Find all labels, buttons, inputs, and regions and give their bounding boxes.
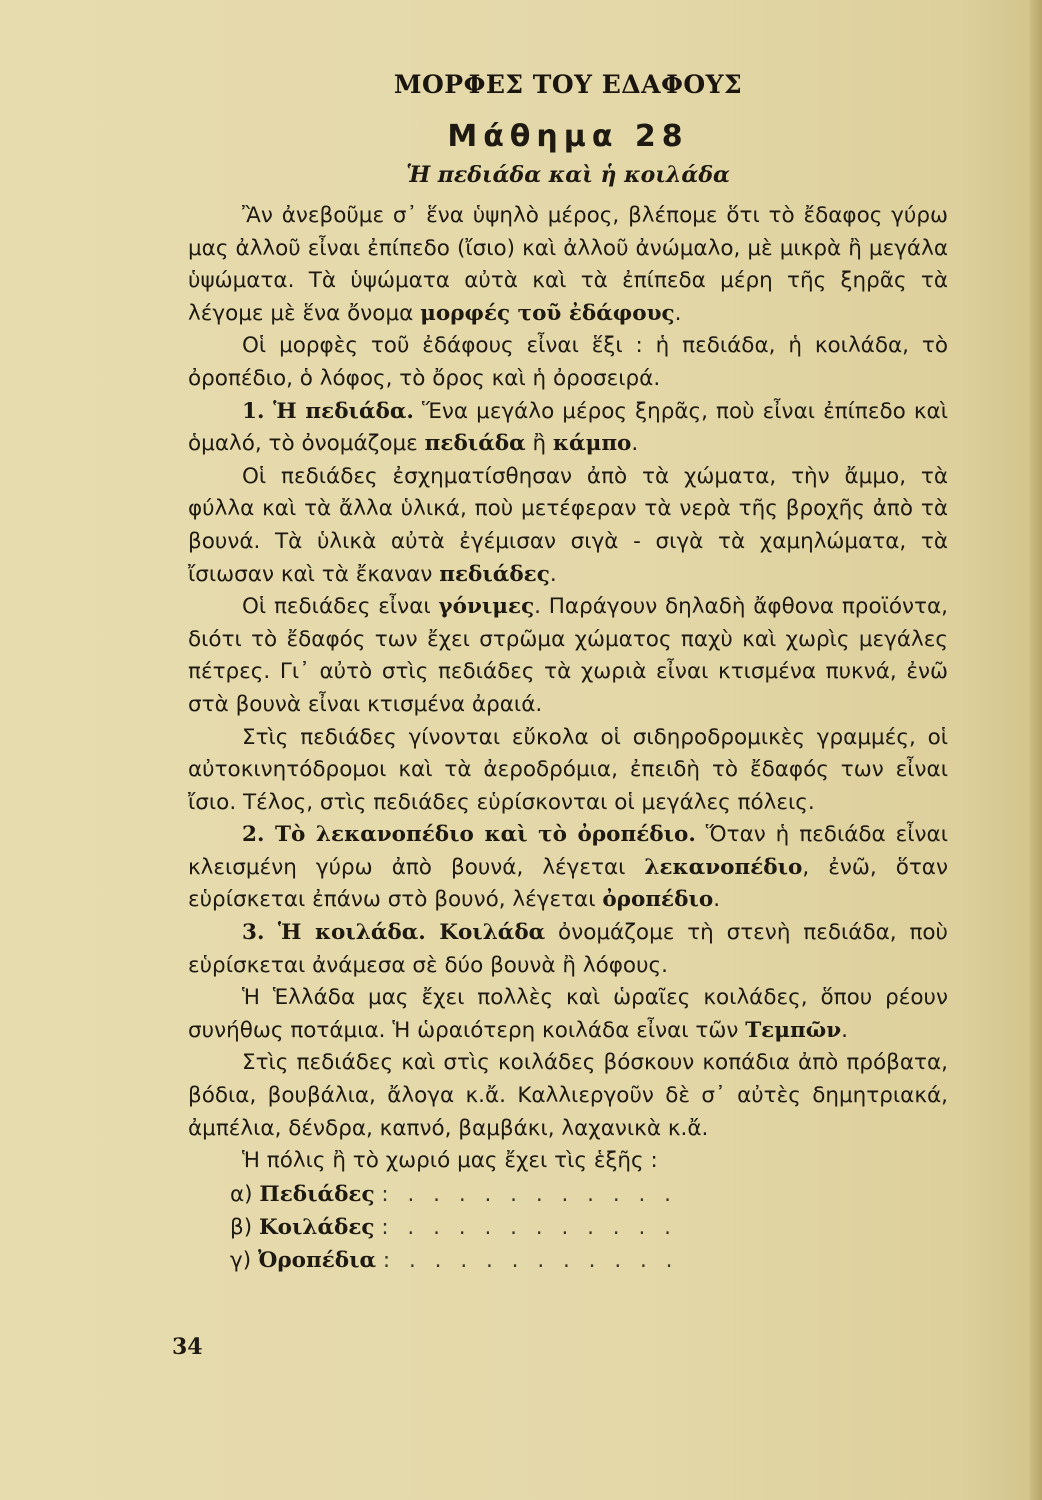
page-edge <box>1030 0 1042 1500</box>
paragraph-basin-plateau: 2. Τὸ λεκανοπέδιο καὶ τὸ ὀροπέδιο. Ὅταν ἡ πεδιάδα εἶναι κλεισμένη γύρω ἀπὸ βουνά, λέγεται λεκανοπέδιο, ἐνῶ, ὅταν εὑρίσκεται ἐπάνω στὸ βουνό, λέγεται ὀροπέδιο. <box>188 822 949 913</box>
section-heading-plain: 1. Ἡ πεδιάδα. <box>242 398 414 424</box>
paragraph-intro: Ἂν ἀνεβοῦμε σ᾽ ἕνα ὑψηλὸ μέρος, βλέπομε ὅτι τὸ ἔδαφος γύρω μας ἀλλοῦ εἶναι ἐπίπεδο (ἴσιο) καὶ ἀλλοῦ ἀνώμαλο, μὲ μικρὰ ἢ μεγάλα ὑψώματα. Τὰ ὑψώματα αὐτὰ καὶ τὰ ἐπίπεδα μέρη τῆς ξηρᾶς τὰ λέγομε μὲ ἕνα ὄνομα μορφές τοῦ ἐδάφους. <box>188 203 948 326</box>
list-item: α) Πεδιάδες : . . . . . . . . . . . <box>230 1181 678 1207</box>
exercise-list <box>188 1178 948 1277</box>
paragraph-greek-valleys: Ἡ Ἑλλάδα μας ἔχει πολλὲς καὶ ὡραῖες κοιλάδες, ὅπου ρέουν συνήθως ποτάμια. Ἡ ὡραιότερη κοιλάδα εἶναι τῶν Τεμπῶν. <box>188 985 948 1043</box>
paragraph-valley: 3. Ἡ κοιλάδα. Κοιλάδα ὀνομάζομε τὴ στενὴ πεδιάδα, ποὺ εὑρίσκεται ἀνάμεσα σὲ δύο βουνὰ ἢ λόφους. <box>188 920 948 978</box>
paragraph-exercise: Ἡ πόλις ἢ τὸ χωριό μας ἔχει τὶς ἑξῆς : <box>242 1148 658 1174</box>
paragraph-six-forms: Οἱ μορφὲς τοῦ ἐδάφους εἶναι ἕξι : ἡ πεδιάδα, ἡ κοιλάδα, τὸ ὀροπέδιο, ὁ λόφος, τὸ ὄρος καὶ ἡ ὀροσειρά. <box>188 333 948 391</box>
list-item: β) Κοιλάδες : . . . . . . . . . . . <box>230 1214 677 1240</box>
lesson-title: Μάθημα 28 <box>447 119 689 154</box>
paragraph-fertile: Οἱ πεδιάδες εἶναι γόνιμες. Παράγουν δηλαδὴ ἄφθονα προϊόντα, διότι τὸ ἔδαφός των ἔχει στρῶμα χώματος παχὺ καὶ χωρὶς μεγάλες πέτρες. Γι᾽ αὐτὸ στὶς πεδιάδες τὰ χωριὰ εἶναι κτισμένα πυκνά, ἐνῶ στὰ βουνὰ εἶναι κτισμένα ἀραιά. <box>188 594 948 717</box>
section-heading-valley: 3. Ἡ κοιλάδα. Κοιλάδα <box>242 920 546 946</box>
paragraph-plain-formation: Οἱ πεδιάδες ἐσχηματίσθησαν ἀπὸ τὰ χώματα, τὴν ἄμμο, τὰ φύλλα καὶ τὰ ἄλλα ὑλικά, ποὺ μετέφεραν τὰ νερὰ τῆς βροχῆς ἀπὸ τὰ βουνά. Τὰ ὑλικὰ αὐτὰ ἐγέμισαν σιγὰ - σιγὰ τὰ χαμηλώματα, τὰ ἴσιωσαν καὶ τὰ ἔκαναν πεδιάδες. <box>188 463 948 587</box>
section-heading-basin: 2. Τὸ λεκανοπέδιο καὶ τὸ ὀροπέδιο. <box>242 822 696 848</box>
paragraph-infrastructure: Στὶς πεδιάδες γίνονται εὔκολα οἱ σιδηροδρομικὲς γραμμές, οἱ αὐτοκινητόδρομοι καὶ τὰ ἀεροδρόμια, ἐπειδὴ τὸ ἔδαφός των εἶναι ἴσιο. Τέλος, στὶς πεδιάδες εὑρίσκονται οἱ μεγάλες πόλεις. <box>188 724 948 815</box>
paragraph-plain: 1. Ἡ πεδιάδα. Ἕνα μεγάλο μέρος ξηρᾶς, ποὺ εἶναι ἐπίπεδο καὶ ὁμαλό, τὸ ὀνομάζομε πεδιάδα ἢ κάμπο. <box>188 398 948 457</box>
list-item: γ) Ὀροπέδια : . . . . . . . . . . . <box>230 1247 679 1273</box>
page-number: 34 <box>172 1334 203 1360</box>
term-landforms: μορφές τοῦ ἐδάφους <box>420 300 675 326</box>
paragraph-livestock: Στὶς πεδιάδες καὶ στὶς κοιλάδες βόσκουν κοπάδια ἀπὸ πρόβατα, βόδια, βουβάλια, ἄλογα κ.ἄ. Καλλιεργοῦν δὲ σ᾽ αὐτὲς δημητριακά, ἀμπέλια, δένδρα, καπνό, βαμβάκι, λαχανικὰ κ.ἄ. <box>188 1050 948 1141</box>
page-content <box>188 70 948 1277</box>
lesson-subtitle: Ἡ πεδιάδα καὶ ἡ κοιλάδα <box>406 162 730 188</box>
chapter-heading: ΜΟΡΦΕΣ ΤΟΥ ΕΔΑΦΟΥΣ <box>393 70 743 99</box>
